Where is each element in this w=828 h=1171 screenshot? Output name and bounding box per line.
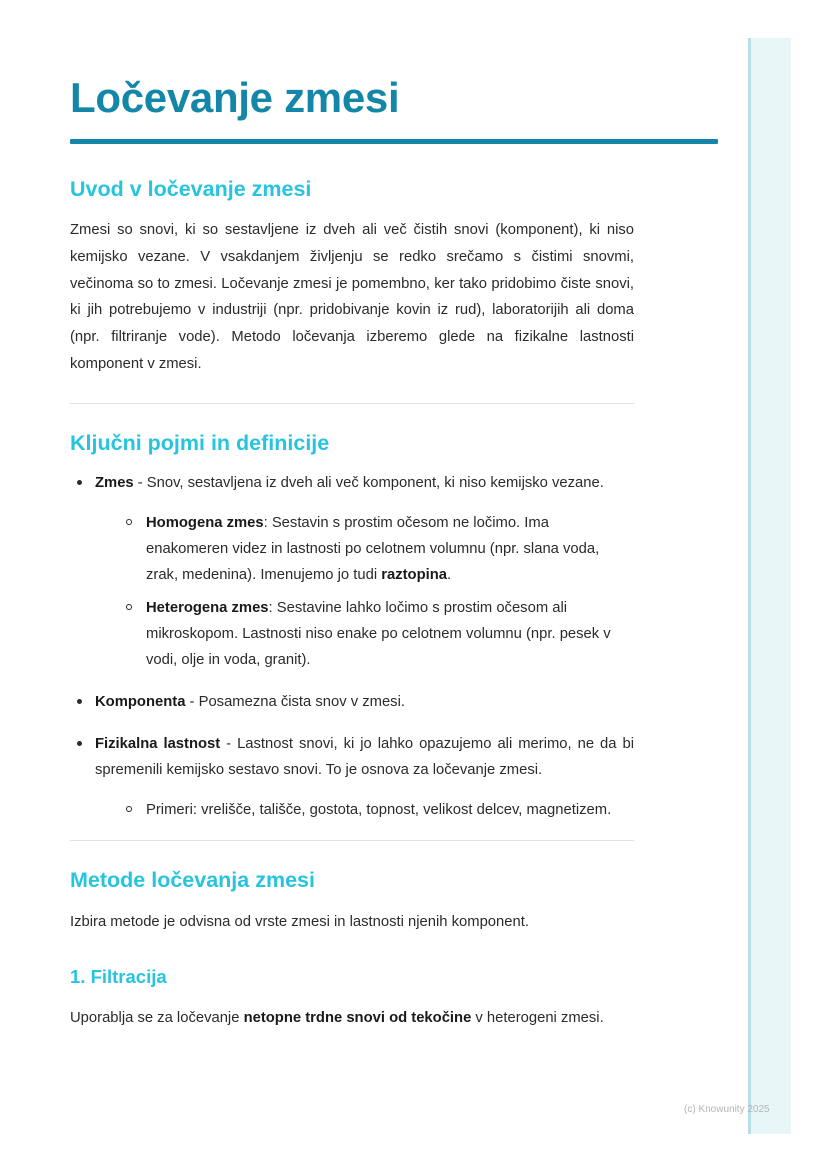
- list-item-primeri: Primeri: vrelišče, tališče, gostota, topnost, velikost delcev, magnetizem.: [95, 797, 634, 823]
- definitions-list: [70, 470, 634, 823]
- definition-heterogena: : Sestavine lahko ločimo s prostim očesom ali mikroskopom. Lastnosti niso enake po celotnem volumnu (npr. pesek v vodi, olje in voda, granit).: [146, 599, 611, 668]
- list-item-zmes: [70, 470, 634, 673]
- term-heterogena: Heterogena zmes: [146, 599, 269, 616]
- methods-intro: Izbira metode je odvisna od vrste zmesi in lastnosti njenih komponent.: [70, 913, 529, 930]
- definition-komponenta: - Posamezna čista snov v zmesi.: [185, 693, 405, 710]
- definition-zmes: - Snov, sestavljena iz dveh ali več komponent, ki niso kemijsko vezane.: [133, 474, 604, 491]
- term-zmes: Zmes: [95, 474, 134, 491]
- section-divider: [70, 403, 634, 404]
- side-panel: [748, 38, 791, 1134]
- title-underline: [70, 139, 718, 144]
- fizikalna-examples: [95, 797, 634, 823]
- section-heading-pojmi: Ključni pojmi in definicije: [70, 430, 330, 455]
- term-raztopina: raztopina: [381, 566, 447, 583]
- period: .: [447, 566, 452, 583]
- filtracija-text-pre: Uporablja se za ločevanje: [70, 1009, 244, 1026]
- footer-copyright: (c) Knowunity 2025: [684, 1104, 770, 1115]
- definition-homogena: : Sestavin s prostim očesom ne ločimo. Ima enakomeren videz in lastnosti po celotnem volumnu (npr. slana voda, zrak, medenina). Imenujemo jo tudi: [146, 514, 600, 583]
- filtracija-bold-term: netopne trdne snovi od tekočine: [243, 1009, 472, 1026]
- section-heading-uvod: Uvod v ločevanje zmesi: [70, 177, 312, 201]
- page-title: Ločevanje zmesi: [70, 74, 400, 121]
- intro-paragraph: Zmesi so snovi, ki so sestavljene iz dveh ali več čistih snovi (komponent), ki niso kemijsko vezane. V vsakdanjem življenju se redko srečamo s čistimi snovmi, večinoma so to zmesi. Ločevanje zmesi je pomembno, ker tako pridobimo čiste snovi, ki jih potrebujemo v industriji (npr. pridobivanje kovin iz rud), laboratorijih ali doma (npr. filtriranje vode). Metodo ločevanja izberemo glede na fizikalne lastnosti komponent v zmesi.: [70, 222, 634, 372]
- list-item-komponenta: [70, 689, 634, 715]
- definition-fizikalna: - Lastnost snovi, ki jo lahko opazujemo ali merimo, ne da bi spremenili kemijsko sestavo snovi. To je osnova za ločevanje zmesi.: [95, 735, 634, 778]
- filtracija-text-post: v heterogeni zmesi.: [471, 1009, 604, 1026]
- section-heading-metode: Metode ločevanja zmesi: [70, 867, 315, 892]
- term-homogena: Homogena zmes: [146, 514, 264, 531]
- section-divider: [70, 840, 634, 841]
- document-content: [70, 74, 634, 1031]
- filtracija-paragraph: [70, 1005, 634, 1032]
- term-fizikalna: Fizikalna lastnost: [95, 735, 221, 752]
- term-komponenta: Komponenta: [95, 693, 186, 710]
- list-item-heterogena: [95, 595, 634, 673]
- zmes-subtypes: [95, 510, 634, 673]
- list-item-homogena: [95, 510, 634, 588]
- subsection-heading-filtracija: 1. Filtracija: [70, 965, 167, 987]
- list-item-fizikalna: [70, 731, 634, 823]
